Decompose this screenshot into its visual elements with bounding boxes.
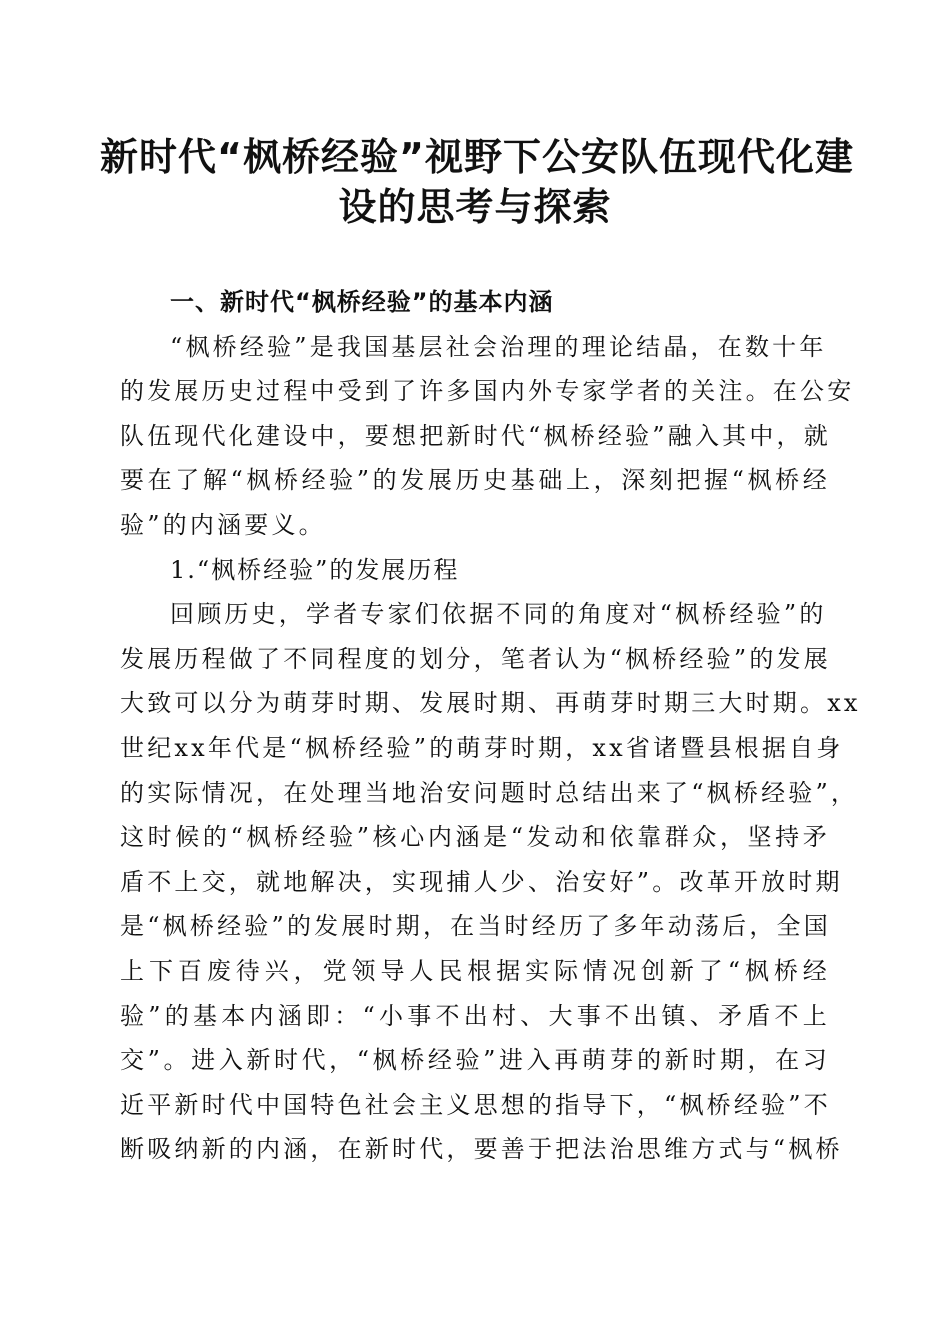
paragraph-line: 要在了解“枫桥经验”的发展历史基础上，深刻把握“枫桥经 <box>120 466 830 495</box>
paragraph-line: 上下百废待兴，党领导人民根据实际情况创新了“枫桥经 <box>120 956 830 985</box>
paragraph-line: 的实际情况，在处理当地治安问题时总结出来了“枫桥经验”， <box>120 778 859 807</box>
title-line-1: 新时代“枫桥经验”视野下公安队伍现代化建 <box>100 135 854 179</box>
paragraph-line: 盾不上交，就地解决，实现捕人少、治安好”。改革开放时期 <box>120 867 843 896</box>
paragraph-line: 断吸纳新的内涵，在新时代，要善于把法治思维方式与“枫桥 <box>120 1135 843 1164</box>
document-body <box>120 280 861 1172</box>
paragraph-line: 世纪xx年代是“枫桥经验”的萌芽时期，xx省诸暨县根据自身 <box>120 733 844 762</box>
paragraph-line: 验”的内涵要义。 <box>120 510 326 539</box>
paragraph-line: 是“枫桥经验”的发展时期，在当时经历了多年动荡后，全国 <box>120 912 831 941</box>
section-heading-1: 一、新时代“枫桥经验”的基本内涵 <box>170 288 554 316</box>
paragraph-line: “枫桥经验”是我国基层社会治理的理论结晶，在数十年 <box>170 332 827 361</box>
paragraph-1 <box>120 325 855 548</box>
document-title <box>100 132 854 232</box>
subheading-1: 1.“枫桥经验”的发展历程 <box>170 555 460 584</box>
paragraph-line: 回顾历史，学者专家们依据不同的角度对“枫桥经验”的 <box>170 600 827 629</box>
paragraph-line: 这时候的“枫桥经验”核心内涵是“发动和依靠群众，坚持矛 <box>120 823 830 852</box>
paragraph-line: 队伍现代化建设中，要想把新时代“枫桥经验”融入其中，就 <box>120 421 831 450</box>
paragraph-line: 验”的基本内涵即：“小事不出村、大事不出镇、矛盾不上 <box>120 1001 830 1030</box>
paragraph-line: 的发展历史过程中受到了许多国内外专家学者的关注。在公安 <box>120 377 855 406</box>
paragraph-line: 大致可以分为萌芽时期、发展时期、再萌芽时期三大时期。xx <box>120 689 861 718</box>
title-line-2: 设的思考与探索 <box>338 185 612 229</box>
paragraph-line: 近平新时代中国特色社会主义思想的指导下，“枫桥经验”不 <box>120 1090 831 1119</box>
paragraph-2 <box>120 592 861 1172</box>
paragraph-line: 发展历程做了不同程度的划分，笔者认为“枫桥经验”的发展 <box>120 644 831 673</box>
paragraph-line: 交”。进入新时代，“枫桥经验”进入再萌芽的新时期，在习 <box>120 1046 830 1075</box>
